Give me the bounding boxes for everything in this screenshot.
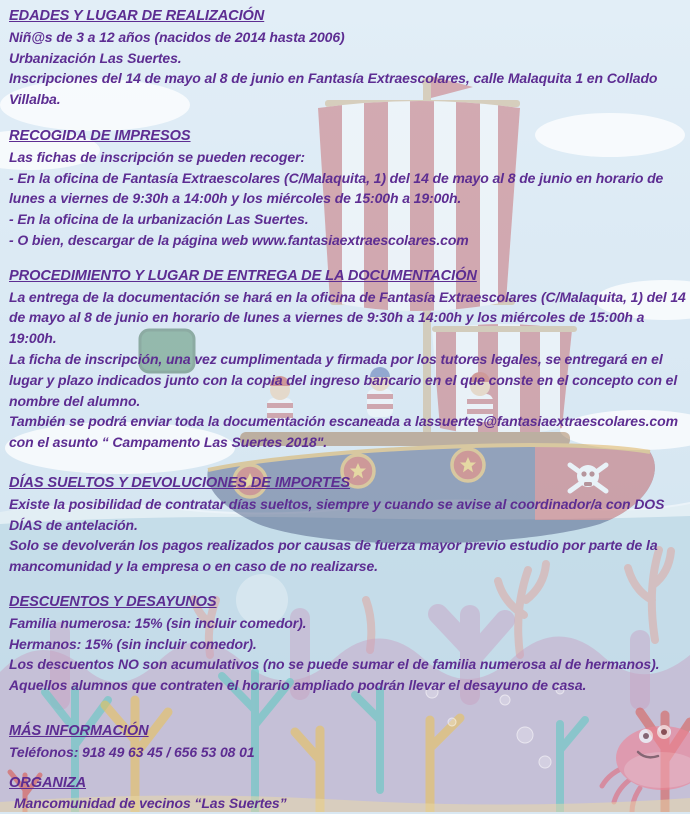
section-organiza xyxy=(9,773,688,814)
section-edades xyxy=(9,6,688,110)
section-procedimiento xyxy=(9,266,688,453)
paragraph: También se podrá enviar toda la documentación escaneada a lassuertes@fantasiaextraescolares.com con el asunto “ Campamento Las Suertes 2018". xyxy=(9,411,688,453)
section-dias-sueltos xyxy=(9,473,688,577)
list-item: - En la oficina de la urbanización Las Suertes. xyxy=(9,209,688,230)
section-heading-mas-informacion: MÁS INFORMACIÓN xyxy=(9,721,688,742)
section-heading-edades: EDADES Y LUGAR DE REALIZACIÓN xyxy=(9,6,688,27)
paragraph: Los descuentos NO son acumulativos (no se puede sumar el de familia numerosa al de hermanos). xyxy=(9,654,688,675)
section-heading-procedimiento: PROCEDIMIENTO Y LUGAR DE ENTREGA DE LA DOCUMENTACIÓN xyxy=(9,266,688,287)
paragraph: Existe la posibilidad de contratar días sueltos, siempre y cuando se avise al coordinador/a con DOS DÍAS de antelación. xyxy=(9,494,688,536)
paragraph: Hermanos: 15% (sin incluir comedor). xyxy=(9,634,688,655)
organizer-name: Mancomunidad de vecinos “Las Suertes” xyxy=(9,793,688,814)
paragraph: Familia numerosa: 15% (sin incluir comedor). xyxy=(9,613,688,634)
paragraph: Solo se devolverán los pagos realizados por causas de fuerza mayor previo estudio por parte de la mancomunidad y la empresa o en caso de no realizarse. xyxy=(9,535,688,577)
section-heading-descuentos: DESCUENTOS Y DESAYUNOS xyxy=(9,592,688,613)
paragraph: La entrega de la documentación se hará en la oficina de Fantasía Extraescolares (C/Malaquita, 1) del 14 de mayo al 8 de junio en horario de lunes a viernes de 9:30h a 14:00h y los miércoles de 15:00h a 19:00h. xyxy=(9,287,688,349)
section-recogida xyxy=(9,126,688,251)
section-descuentos xyxy=(9,592,688,696)
paragraph: La ficha de inscripción, una vez cumplimentada y firmada por los tutores legales, se entregará en el lugar y plazo indicados junto con la copia del ingreso bancario en el que conste en el concepto con el nombre del alumno. xyxy=(9,349,688,411)
section-mas-informacion xyxy=(9,721,688,763)
paragraph: Aquellos alumnos que contraten el horario ampliado podrán llevar el desayuno de casa. xyxy=(9,675,688,696)
section-heading-recogida: RECOGIDA DE IMPRESOS xyxy=(9,126,688,147)
section-heading-organiza: ORGANIZA xyxy=(9,773,688,794)
paragraph: Inscripciones del 14 de mayo al 8 de junio en Fantasía Extraescolares, calle Malaquita 1 en Collado Villalba. xyxy=(9,68,688,110)
paragraph: Urbanización Las Suertes. xyxy=(9,48,688,69)
phone-numbers: Teléfonos: 918 49 63 45 / 656 53 08 01 xyxy=(9,742,688,763)
list-item: - En la oficina de Fantasía Extraescolares (C/Malaquita, 1) del 14 de mayo al 8 de junio en horario de lunes a viernes de 9:30h a 14:00h y los miércoles de 15:00h a 19:00h. xyxy=(9,168,688,210)
paragraph: Niñ@s de 3 a 12 años (nacidos de 2014 hasta 2006) xyxy=(9,27,688,48)
paragraph: Las fichas de inscripción se pueden recoger: xyxy=(9,147,688,168)
section-heading-dias-sueltos: DÍAS SUELTOS Y DEVOLUCIONES DE IMPORTES xyxy=(9,473,688,494)
list-item: - O bien, descargar de la página web www.fantasiaextraescolares.com xyxy=(9,230,688,251)
